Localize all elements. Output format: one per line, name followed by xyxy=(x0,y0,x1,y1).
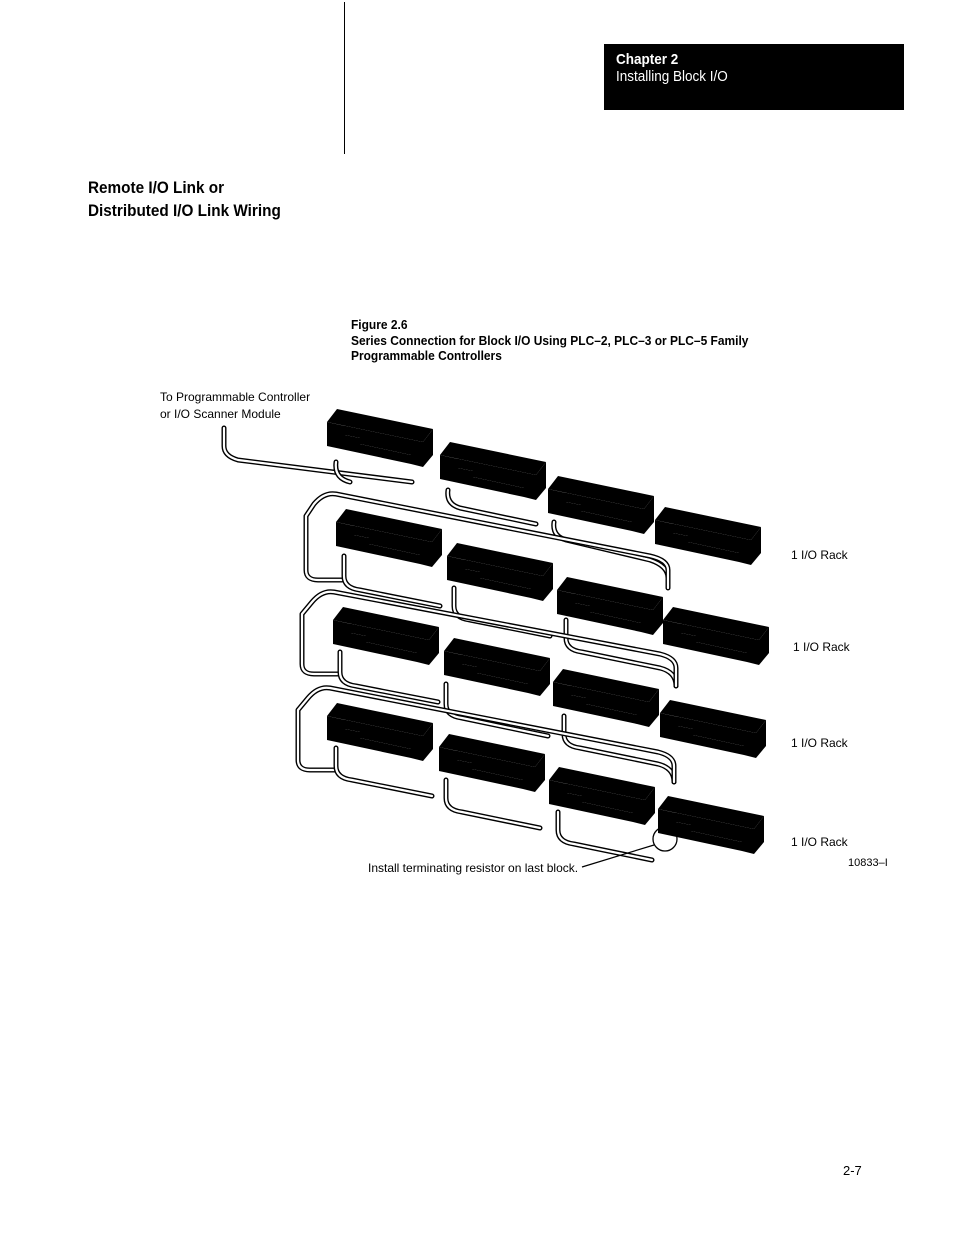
io-block xyxy=(439,734,545,792)
source-label-line2: or I/O Scanner Module xyxy=(160,407,281,421)
io-block xyxy=(333,607,439,665)
io-block xyxy=(327,703,433,761)
section-title-line1: Remote I/O Link or xyxy=(88,178,225,197)
figure-caption-line2: Programmable Controllers xyxy=(351,348,502,363)
io-block xyxy=(549,767,655,825)
io-block xyxy=(655,507,761,565)
io-block xyxy=(660,700,766,758)
chapter-number: Chapter 2 xyxy=(616,51,679,68)
figure-caption-line1: Series Connection for Block I/O Using PLC–2, PLC–3 or PLC–5 Family xyxy=(351,332,749,348)
io-block xyxy=(336,509,442,567)
source-label-line1: To Programmable Controller xyxy=(160,390,311,404)
io-block xyxy=(548,476,654,534)
rack-label-2: 1 I/O Rack xyxy=(793,640,850,654)
chapter-title: Installing Block I/O xyxy=(616,68,728,85)
io-block xyxy=(444,638,550,696)
figure-label: Figure 2.6 xyxy=(351,317,408,332)
io-block xyxy=(553,669,659,727)
io-block xyxy=(440,442,546,500)
rack-label-1: 1 I/O Rack xyxy=(791,548,848,562)
rack-label-4: 1 I/O Rack xyxy=(791,835,848,849)
io-block xyxy=(447,543,553,601)
section-title-line2: Distributed I/O Link Wiring xyxy=(88,201,281,220)
figure-id: 10833–I xyxy=(848,857,888,869)
io-block xyxy=(663,607,769,665)
resistor-note: Install terminating resistor on last block. xyxy=(368,861,579,875)
io-block xyxy=(658,796,764,854)
page-number: 2-7 xyxy=(843,1163,862,1178)
io-block xyxy=(557,577,663,635)
rack-label-3: 1 I/O Rack xyxy=(791,736,848,750)
io-block xyxy=(327,409,433,467)
